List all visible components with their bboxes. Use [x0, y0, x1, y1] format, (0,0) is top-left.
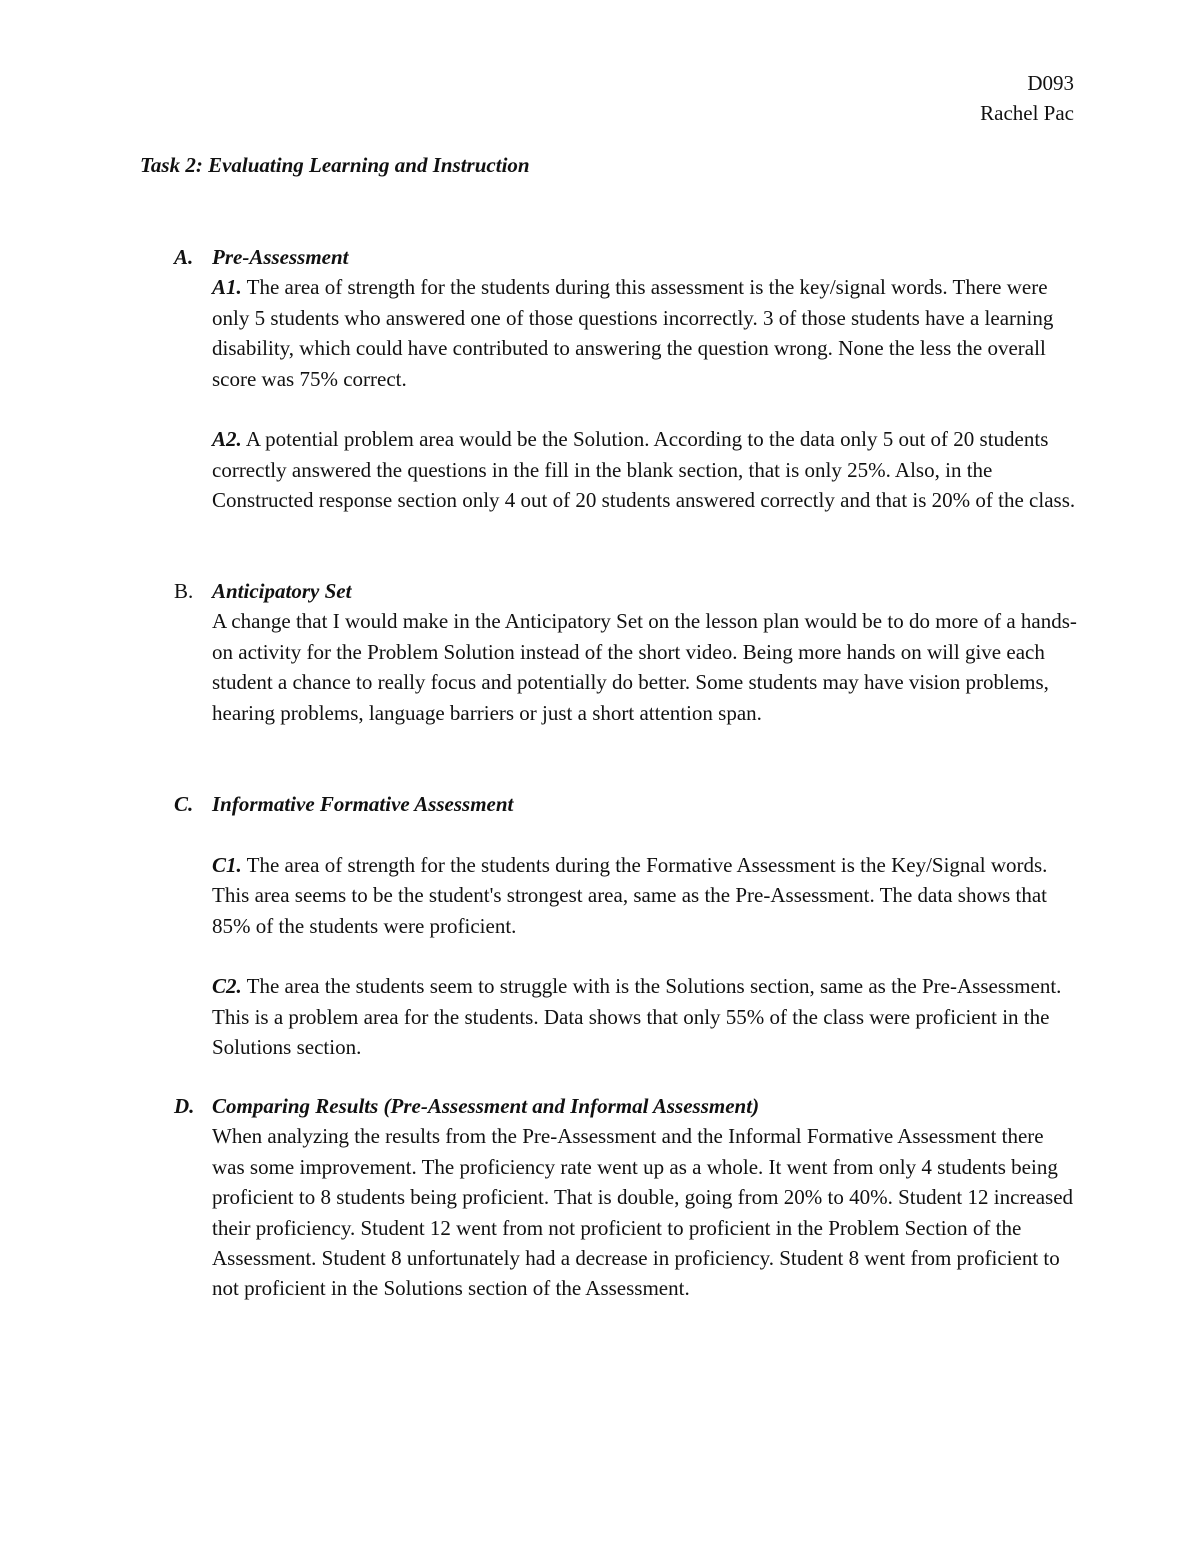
- author-name: Rachel Pac: [980, 101, 1074, 126]
- section-letter-d: D.: [174, 1094, 195, 1118]
- section-comparing-results: [140, 1091, 1080, 1304]
- text-c2: The area the students seem to struggle with is the Solutions section, same as the Pre-Assessment. This is a problem area for the students. Data shows that only 55% of the class were proficient in the Solutions section.: [212, 974, 1062, 1060]
- paragraph-b: A change that I would make in the Anticipatory Set on the lesson plan would be to do more of a hands-on activity for the Problem Solution instead of the short video. Being more hands on will give each student a chance to really focus and potentially do better. Some students may have vision problems, hearing problems, language barriers or just a short attention span.: [212, 609, 1077, 725]
- section-heading-b: Anticipatory Set: [212, 579, 352, 603]
- paragraph-d: When analyzing the results from the Pre-Assessment and the Informal Formative Assessment there was some improvement. The proficiency rate went up as a whole. It went from only 4 students being proficient to 8 students being proficient. That is double, going from 20% to 40%. Student 12 increased their proficiency. Student 12 went from not proficient to proficient in the Problem Section of the Assessment. Student 8 unfortunately had a decrease in proficiency. Student 8 went from proficient to not proficient in the Solutions section of the Assessment.: [212, 1124, 1074, 1301]
- page-title: Task 2: Evaluating Learning and Instruction: [140, 153, 530, 177]
- paragraph-a2: [212, 424, 1080, 515]
- label-c2: C2.: [212, 974, 242, 999]
- section-anticipatory-set: [140, 576, 1080, 728]
- text-a1: The area of strength for the students during this assessment is the key/signal words. There were only 5 students who answered one of those questions incorrectly. 3 of those students have a learning disability, which could have contributed to answering the question wrong. None the less the overall score was 75% correct.: [212, 275, 1054, 391]
- section-heading-c: Informative Formative Assessment: [212, 792, 514, 816]
- label-a2: A2.: [212, 427, 242, 452]
- paragraph-c2: [212, 971, 1080, 1062]
- paragraph-a1: [212, 272, 1080, 394]
- section-heading-d: Comparing Results (Pre-Assessment and Informal Assessment): [212, 1094, 760, 1118]
- text-a2: A potential problem area would be the Solution. According to the data only 5 out of 20 students correctly answered the questions in the fill in the blank section, that is only 25%. Also, in the Constructed response section only 4 out of 20 students answered correctly and that is 20% of the class.: [212, 427, 1076, 513]
- document-header: [980, 68, 1074, 129]
- paragraph-c1: [212, 850, 1080, 941]
- course-code: D093: [1027, 71, 1074, 95]
- label-c1: C1.: [212, 852, 242, 877]
- section-pre-assessment: [140, 242, 1080, 516]
- section-formative-assessment: [140, 789, 1080, 1063]
- label-a1: A1.: [212, 275, 242, 300]
- section-letter-c: C.: [174, 792, 194, 816]
- section-letter-a: A.: [174, 245, 194, 269]
- section-letter-b: B.: [174, 579, 194, 603]
- section-heading-a: Pre-Assessment: [212, 245, 349, 269]
- text-c1: The area of strength for the students during the Formative Assessment is the Key/Signal words. This area seems to be the student's strongest area, same as the Pre-Assessment. The data shows that 85% of the students were proficient.: [212, 852, 1048, 938]
